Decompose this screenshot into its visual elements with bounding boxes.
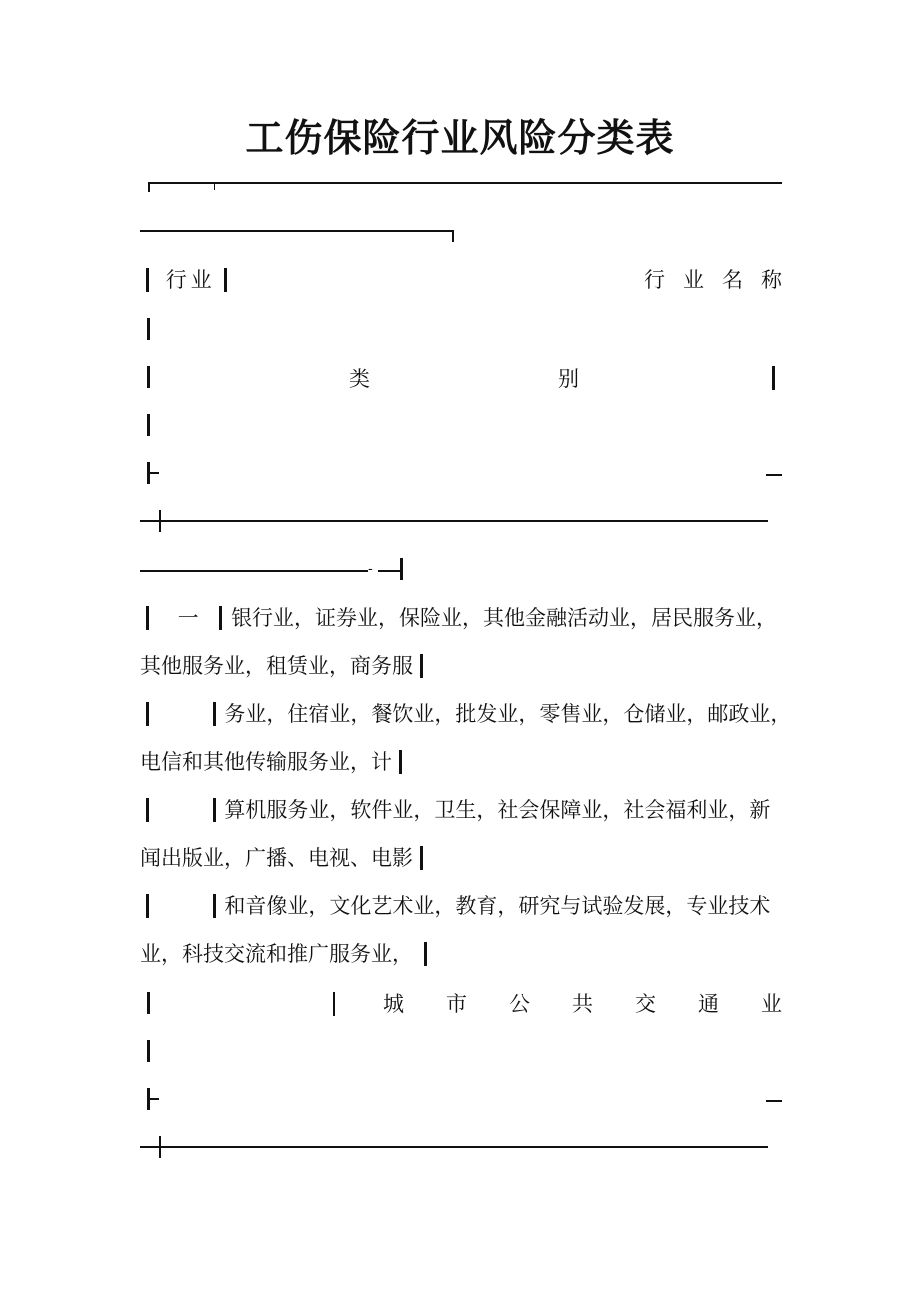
row-1-char: 共 bbox=[572, 992, 593, 1016]
table-border bbox=[420, 846, 423, 870]
row-1-line bbox=[146, 891, 770, 921]
table-border bbox=[147, 318, 150, 340]
table-border bbox=[146, 606, 149, 630]
row-1-line bbox=[146, 699, 791, 729]
separator-line-3 bbox=[378, 570, 400, 572]
row-1-char: 业 bbox=[761, 992, 782, 1016]
table-border bbox=[147, 1040, 150, 1062]
table-border bbox=[146, 798, 149, 822]
table-border bbox=[147, 414, 150, 436]
top-border-corner-2 bbox=[452, 230, 454, 242]
row-1-char: 交 bbox=[635, 992, 656, 1016]
separator-mark: - bbox=[368, 561, 373, 577]
separator-line bbox=[140, 520, 768, 522]
top-border-line bbox=[148, 182, 782, 184]
table-border bbox=[224, 268, 227, 292]
category-char: 类 bbox=[349, 367, 370, 391]
table-border bbox=[146, 894, 149, 918]
row-1-label: 一 bbox=[177, 606, 199, 630]
row-1-char: 通 bbox=[698, 992, 719, 1016]
table-border bbox=[333, 992, 335, 1016]
separator-end bbox=[766, 1100, 782, 1102]
row-1-text: 电信和其他传输服务业，计 bbox=[140, 750, 392, 774]
row-1-char: 城 bbox=[383, 992, 404, 1016]
row-1-text: 闻出版业，广播、电视、电影 bbox=[140, 846, 413, 870]
table-border bbox=[420, 654, 423, 678]
page-title: 工伤保险行业风险分类表 bbox=[245, 116, 675, 160]
top-border-corner bbox=[148, 182, 150, 192]
row-1-text: 务业，住宿业，餐饮业，批发业，零售业，仓储业，邮政业， bbox=[224, 702, 792, 726]
separator-cross bbox=[159, 510, 161, 532]
separator-end bbox=[766, 474, 782, 476]
category-char: 别 bbox=[558, 367, 579, 391]
header-industry-name bbox=[644, 265, 782, 295]
row-1-line bbox=[140, 651, 423, 681]
row-1-text: 业，科技交流和推广服务业， bbox=[140, 942, 413, 966]
row-1-text: 算机服务业，软件业，卫生，社会保障业，社会福利业，新 bbox=[224, 798, 771, 822]
table-border bbox=[147, 366, 150, 388]
row-1-char: 公 bbox=[509, 992, 530, 1016]
table-border bbox=[424, 942, 427, 966]
separator-tick bbox=[149, 472, 159, 474]
table-border bbox=[213, 894, 216, 918]
row-1-text: 和音像业，文化艺术业，教育，研究与试验发展，专业技术 bbox=[224, 894, 771, 918]
row-1-text: 银行业，证券业，保险业，其他金融活动业，居民服务业， bbox=[231, 606, 778, 630]
separator-cross bbox=[159, 1136, 161, 1158]
header-char: 名 bbox=[722, 268, 743, 292]
row-1-spread-text bbox=[383, 989, 782, 1019]
top-border-line-2 bbox=[140, 230, 454, 232]
header-char: 称 bbox=[761, 268, 782, 292]
row-1-line bbox=[146, 603, 777, 633]
row-1-text: 其他服务业，租赁业，商务服 bbox=[140, 654, 413, 678]
header-row bbox=[146, 265, 227, 295]
separator-tick bbox=[149, 1098, 159, 1100]
table-border bbox=[146, 702, 149, 726]
row-1-char: 市 bbox=[446, 992, 467, 1016]
row-1-line bbox=[140, 843, 423, 873]
header-char: 业 bbox=[683, 268, 704, 292]
table-border bbox=[772, 366, 775, 390]
table-border bbox=[213, 702, 216, 726]
header-industry-label: 行业 bbox=[165, 268, 216, 292]
row-1-line bbox=[140, 747, 402, 777]
separator-line bbox=[140, 1146, 768, 1148]
table-border bbox=[147, 992, 150, 1014]
table-border bbox=[219, 606, 222, 630]
top-border-tick bbox=[214, 182, 215, 190]
header-char: 行 bbox=[644, 268, 665, 292]
table-border bbox=[213, 798, 216, 822]
separator-line-2 bbox=[140, 570, 368, 572]
table-border bbox=[400, 558, 403, 580]
table-border bbox=[399, 750, 402, 774]
table-border bbox=[146, 268, 149, 292]
row-1-line bbox=[140, 939, 427, 969]
row-1-line bbox=[146, 795, 770, 825]
